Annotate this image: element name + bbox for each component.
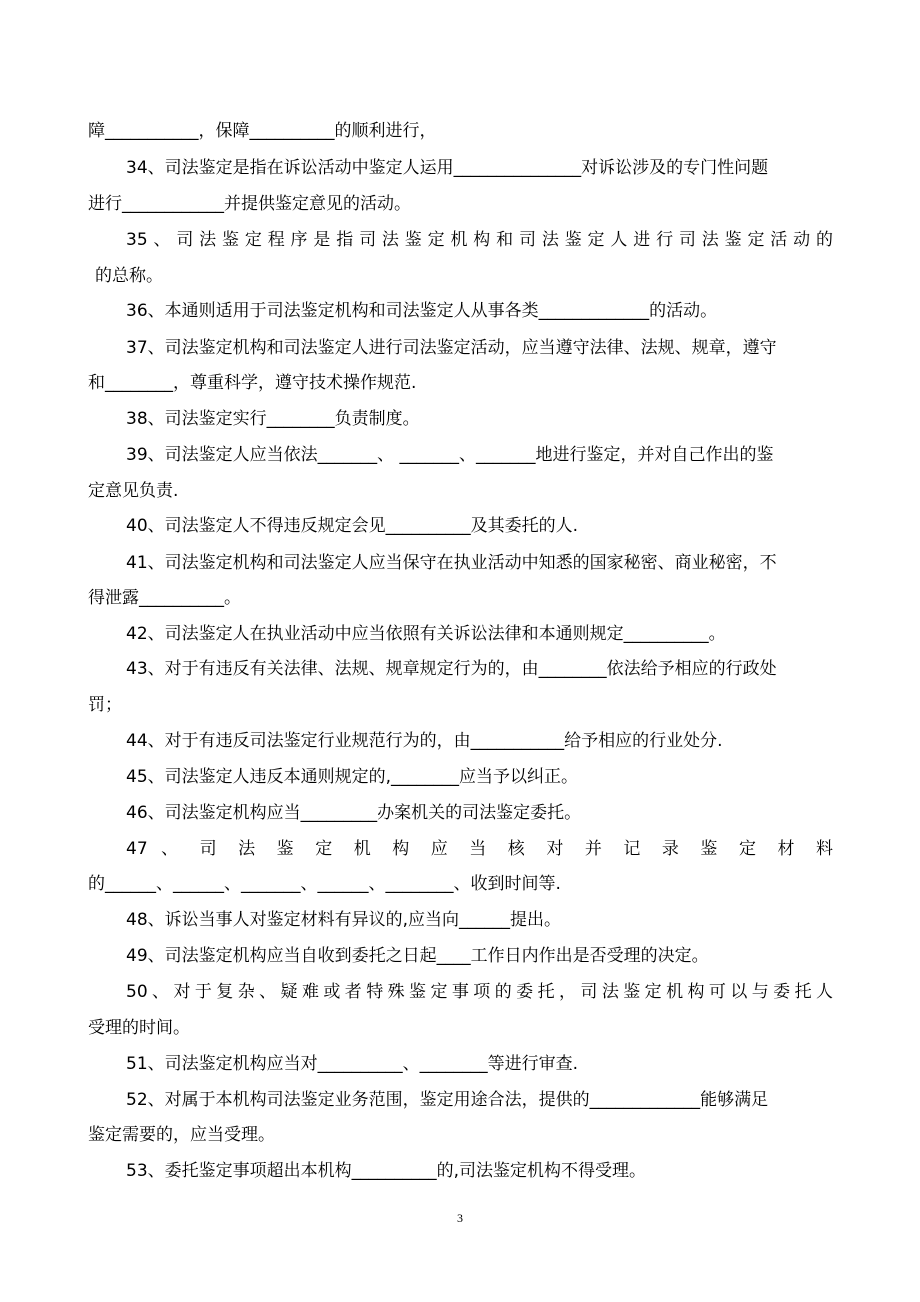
question-51: 51、司法鉴定机构应当对__________、________等进行审查. [126, 1054, 579, 1074]
question-35: 35、司法鉴定程序是指司法鉴定机构和司法鉴定人进行司法鉴定活动的 [126, 230, 833, 250]
question-39: 39、司法鉴定人应当依法_______、 _______、_______地进行鉴定，并对自己作出的鉴 [126, 445, 774, 465]
text-line: 障___________，保障__________的顺利进行， [88, 121, 437, 141]
question-47: 47 、 司 法 鉴 定 机 构 应 当 核 对 并 记 录 鉴 定 材 料 [126, 839, 833, 859]
text-line: 鉴定需要的，应当受理。 [88, 1125, 275, 1145]
question-49: 49、司法鉴定机构应当自收到委托之日起____工作日内作出是否受理的决定。 [126, 946, 709, 966]
question-36: 36、本通则适用于司法鉴定机构和司法鉴定人从事各类_____________的活动。 [126, 301, 718, 321]
text-line: 和________，尊重科学，遵守技术操作规范. [88, 373, 417, 393]
question-37: 37、司法鉴定机构和司法鉴定人进行司法鉴定活动，应当遵守法律、法规、规章，遵守 [126, 338, 777, 358]
text-line: 的总称。 [95, 266, 163, 286]
text-line: 罚； [88, 695, 122, 715]
question-42: 42、司法鉴定人在执业活动中应当依照有关诉讼法律和本通则规定__________。 [126, 624, 726, 644]
text-line: 定意见负责. [88, 481, 179, 501]
question-41: 41、司法鉴定机构和司法鉴定人应当保守在执业活动中知悉的国家秘密、商业秘密，不 [126, 553, 777, 573]
text-line: 进行____________并提供鉴定意见的活动。 [88, 194, 411, 214]
question-48: 48、诉讼当事人对鉴定材料有异议的,应当向______提出。 [126, 910, 562, 930]
question-40: 40、司法鉴定人不得违反规定会见__________及其委托的人. [126, 516, 579, 536]
question-34: 34、司法鉴定是指在诉讼活动中鉴定人运用_______________对诉讼涉及的专门性问题 [126, 158, 769, 178]
question-44: 44、对于有违反司法鉴定行业规范行为的，由___________给予相应的行业处分. [126, 731, 723, 751]
question-43: 43、对于有违反有关法律、法规、规章规定行为的，由________依法给予相应的行政处 [126, 659, 777, 679]
question-53: 53、委托鉴定事项超出本机构__________的,司法鉴定机构不得受理。 [126, 1161, 647, 1181]
text-line: 得泄露__________。 [88, 588, 241, 608]
page-number: 3 [457, 1211, 463, 1225]
text-line: 的______、______、_______、______、________、收到时间等. [88, 874, 561, 894]
question-45: 45、司法鉴定人违反本通则规定的,________应当予以纠正。 [126, 767, 579, 787]
question-52: 52、对属于本机构司法鉴定业务范围，鉴定用途合法，提供的_____________能够满足 [126, 1090, 769, 1110]
question-38: 38、司法鉴定实行________负责制度。 [126, 409, 420, 429]
question-50: 50、对于复杂、疑难或者特殊鉴定事项的委托，司法鉴定机构可以与委托人 [126, 982, 833, 1002]
text-line: 受理的时间。 [88, 1018, 190, 1038]
question-46: 46、司法鉴定机构应当_________办案机关的司法鉴定委托。 [126, 803, 582, 823]
